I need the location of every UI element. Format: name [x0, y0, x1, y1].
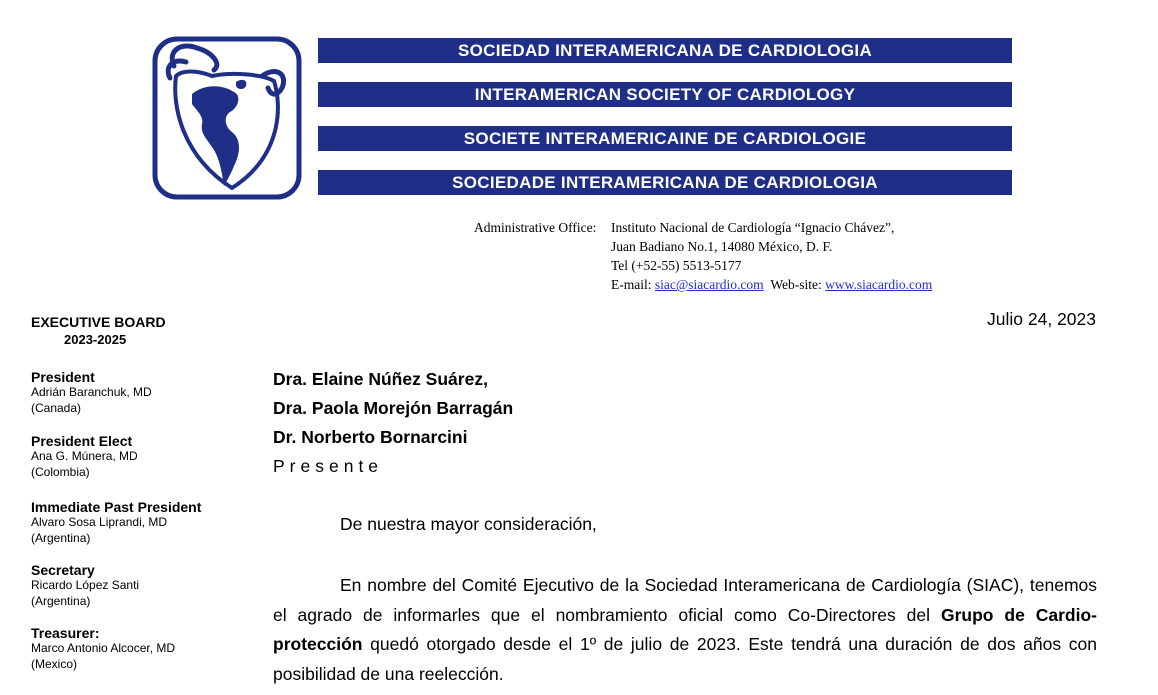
- member-role: Treasurer:: [31, 625, 100, 641]
- banner-spanish: SOCIEDAD INTERAMERICANA DE CARDIOLOGIA: [318, 38, 1012, 63]
- board-title: EXECUTIVE BOARD: [31, 314, 166, 330]
- member-name: Ana G. Múnera, MD: [31, 449, 138, 463]
- recipient: Dr. Norberto Bornarcini: [273, 427, 468, 447]
- member-name: Ricardo López Santi: [31, 578, 140, 592]
- board-member: [31, 625, 175, 672]
- email-link[interactable]: siac@siacardio.com: [654, 277, 764, 292]
- office-line-1: Instituto Nacional de Cardiología “Ignacio Chávez”,: [611, 220, 895, 235]
- email-label: E-mail:: [611, 277, 655, 292]
- banner-portuguese: SOCIEDADE INTERAMERICANA DE CARDIOLOGIA: [318, 170, 1012, 195]
- office-line-2: Juan Badiano No.1, 14080 México, D. F.: [611, 239, 833, 254]
- web-label: Web-site:: [770, 277, 826, 292]
- office-contact: [611, 275, 932, 294]
- letter-date: Julio 24, 2023: [987, 309, 1096, 329]
- member-role: President Elect: [31, 433, 133, 449]
- board-term: 2023-2025: [64, 332, 127, 347]
- executive-board: [31, 314, 261, 671]
- board-member: [31, 499, 201, 546]
- recipient: Dra. Elaine Núñez Suárez,: [273, 369, 488, 389]
- para-text-b: quedó otorgado desde el 1º de julio de 2023. Este tendrá una duración de dos años con posibilidad de una reelección.: [273, 634, 1097, 684]
- board-member: [31, 433, 138, 480]
- member-role: Immediate Past President: [31, 499, 202, 515]
- board-member: [31, 562, 139, 609]
- member-country: (Colombia): [31, 464, 90, 479]
- web-link[interactable]: www.siacardio.com: [825, 277, 933, 292]
- board-member: [31, 369, 152, 416]
- banner-french: SOCIETE INTERAMERICAINE DE CARDIOLOGIE: [318, 126, 1012, 151]
- body-paragraph: [273, 571, 1097, 689]
- member-role: President: [31, 369, 95, 385]
- recipient: Dra. Paola Morejón Barragán: [273, 398, 514, 418]
- member-country: (Canada): [31, 400, 82, 415]
- member-name: Marco Antonio Alcocer, MD: [31, 641, 176, 655]
- banner-english: INTERAMERICAN SOCIETY OF CARDIOLOGY: [318, 82, 1012, 107]
- greeting: De nuestra mayor consideración,: [340, 514, 597, 534]
- member-country: (Mexico): [31, 656, 78, 671]
- member-role: Secretary: [31, 562, 95, 578]
- member-name: Adrián Baranchuk, MD: [31, 385, 152, 399]
- office-label: Administrative Office:: [474, 220, 597, 235]
- member-name: Alvaro Sosa Liprandi, MD: [31, 515, 168, 529]
- siac-logo: [152, 36, 302, 200]
- member-country: (Argentina): [31, 530, 91, 545]
- office-line-3: Tel (+52-55) 5513-5177: [611, 258, 742, 273]
- presente: Presente: [273, 456, 384, 476]
- group-name: Grupo de Cardio-protección: [273, 604, 1097, 654]
- para-text-a: En nombre del Comité Ejecutivo de la Sociedad Interamericana de Cardiología (SIAC), tenemos el agrado de informarles que el nombramiento oficial como Co-Directores del: [273, 575, 1097, 625]
- member-country: (Argentina): [31, 593, 91, 608]
